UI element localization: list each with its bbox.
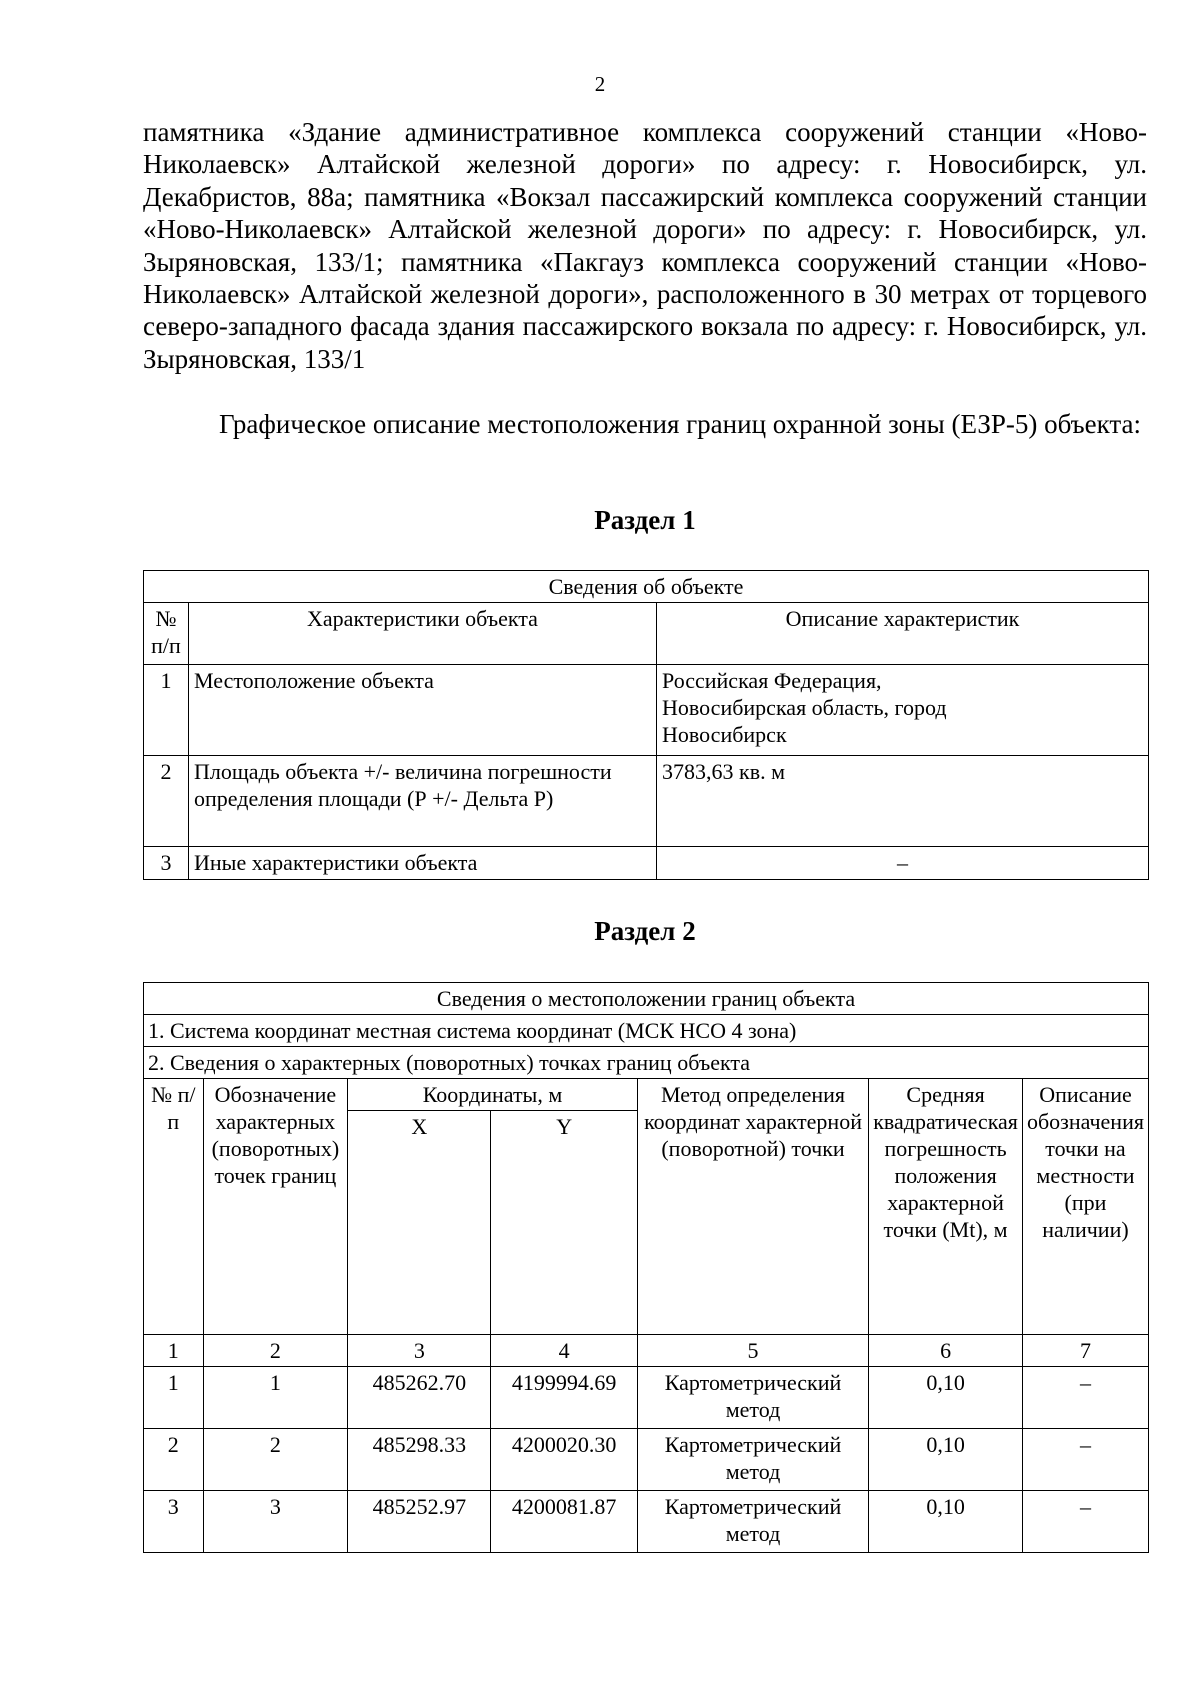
header-x: X <box>348 1111 491 1335</box>
point-num: 1 <box>144 1367 204 1429</box>
table-row <box>144 1367 1149 1429</box>
row-characteristic: Площадь объекта +/- величина погрешности определения площади (Р +/- Дельта Р) <box>189 756 657 847</box>
coordinate-system-row: 1. Система координат местная система координат (МСК НСО 4 зона) <box>144 1015 1149 1047</box>
column-number: 7 <box>1022 1335 1148 1367</box>
table-row <box>144 1491 1149 1553</box>
column-number: 5 <box>637 1335 868 1367</box>
point-method: Картометрический метод <box>637 1491 868 1553</box>
point-num: 3 <box>144 1491 204 1553</box>
intro-paragraph: памятника «Здание административное комплекса сооружений станции «Ново-Николаевск» Алтайской железной дороги» по адресу: г. Новосибирск, ул. Декабристов, 88а; памятника «Вокзал пассажирский комплекса сооружений станции «Ново-Николаевск» Алтайской железной дороги» по адресу: г. Новосибирск, ул. Зыряновская, 133/1; памятника «Пакгауз комплекса сооружений станции «Ново-Николаевск» Алтайской железной дороги», расположенного в 30 метрах от торцевого северо-западного фасада здания пассажирского вокзала по адресу: г. Новосибирск, ул. Зыряновская, 133/1 <box>143 117 1147 374</box>
point-marking: – <box>1022 1429 1148 1491</box>
header-num: № п/п <box>144 1079 204 1335</box>
point-error: 0,10 <box>869 1491 1023 1553</box>
point-x: 485298.33 <box>348 1429 491 1491</box>
row-characteristic: Иные характеристики объекта <box>189 847 657 880</box>
column-number: 1 <box>144 1335 204 1367</box>
row-num: 3 <box>144 847 189 880</box>
boundary-table-title: Сведения о местоположении границ объекта <box>144 983 1149 1015</box>
table-row <box>144 1429 1149 1491</box>
column-number: 3 <box>348 1335 491 1367</box>
header-num: № п/п <box>144 603 189 665</box>
point-x: 485262.70 <box>348 1367 491 1429</box>
row-description: Российская Федерация, Новосибирская область, город Новосибирск <box>657 665 1149 756</box>
object-info-table <box>143 570 1149 880</box>
header-description: Описание характеристик <box>657 603 1149 665</box>
point-error: 0,10 <box>869 1429 1023 1491</box>
header-error: Средняя квадратическая погрешность положения характерной точки (Mt), м <box>869 1079 1023 1335</box>
header-characteristic: Характеристики объекта <box>189 603 657 665</box>
point-method: Картометрический метод <box>637 1367 868 1429</box>
row-description: – <box>657 847 1149 880</box>
row-characteristic: Местоположение объекта <box>189 665 657 756</box>
boundary-points-table <box>143 982 1149 1553</box>
column-number: 6 <box>869 1335 1023 1367</box>
point-x: 485252.97 <box>348 1491 491 1553</box>
header-designation: Обозначение характерных (поворотных) точек границ <box>203 1079 348 1335</box>
row-description: 3783,63 кв. м <box>657 756 1149 847</box>
row-num: 2 <box>144 756 189 847</box>
point-num: 2 <box>144 1429 204 1491</box>
header-y: Y <box>491 1111 637 1335</box>
point-marking: – <box>1022 1491 1148 1553</box>
object-info-title: Сведения об объекте <box>144 571 1149 603</box>
row-num: 1 <box>144 665 189 756</box>
header-coordinates: Координаты, м <box>348 1079 638 1111</box>
graphic-description-paragraph: Графическое описание местоположения границ охранной зоны (ЕЗР-5) объекта: <box>219 409 1141 439</box>
point-marking: – <box>1022 1367 1148 1429</box>
header-marking: Описание обозначения точки на местности (при наличии) <box>1022 1079 1148 1335</box>
section-2-heading: Раздел 2 <box>594 916 696 946</box>
section-1-heading: Раздел 1 <box>594 505 696 535</box>
point-y: 4199994.69 <box>491 1367 637 1429</box>
page-number: 2 <box>594 72 606 96</box>
point-error: 0,10 <box>869 1367 1023 1429</box>
point-method: Картометрический метод <box>637 1429 868 1491</box>
point-designation: 3 <box>203 1491 348 1553</box>
column-number: 4 <box>491 1335 637 1367</box>
point-designation: 1 <box>203 1367 348 1429</box>
point-designation: 2 <box>203 1429 348 1491</box>
point-y: 4200081.87 <box>491 1491 637 1553</box>
column-number: 2 <box>203 1335 348 1367</box>
points-title-row: 2. Сведения о характерных (поворотных) точках границ объекта <box>144 1047 1149 1079</box>
header-method: Метод определения координат характерной (поворотной) точки <box>637 1079 868 1335</box>
point-y: 4200020.30 <box>491 1429 637 1491</box>
